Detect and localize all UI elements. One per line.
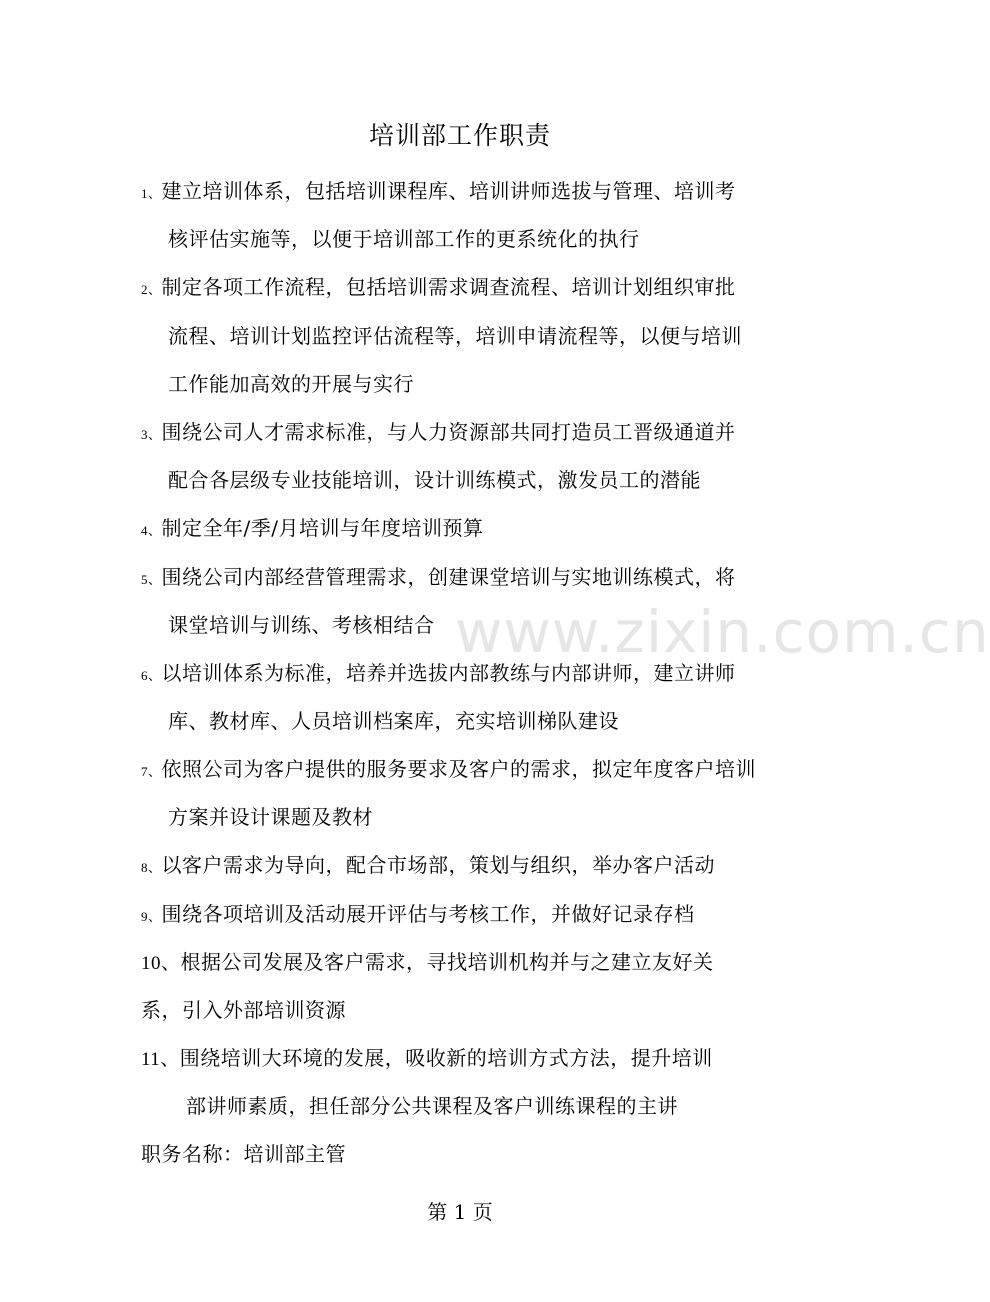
item-number: 1、 [141, 186, 162, 201]
item-text: 以客户需求为导向，配合市场部，策划与组织，举办客户活动 [161, 853, 716, 877]
list-item-11 [141, 1042, 713, 1071]
list-item-10 [141, 946, 714, 975]
item-continuation: 课堂培训与训练、考核相结合 [168, 613, 435, 637]
item-continuation: 配合各层级专业技能培训，设计训练模式，激发员工的潜能 [168, 468, 701, 492]
item-number: 2、 [141, 282, 162, 297]
page-title: 培训部工作职责 [368, 121, 551, 150]
item-text: 围绕各项培训及活动展开评估与考核工作，并做好记录存档 [161, 902, 695, 926]
item-number: 7、 [141, 764, 162, 779]
list-item-4 [141, 512, 484, 541]
item-text: 建立培训体系，包括培训课程库、培训讲师选拔与管理、培训考 [161, 179, 736, 203]
item-continuation: 核评估实施等，以便于培训部工作的更系统化的执行 [168, 227, 640, 251]
item-continuation: 库、教材库、人员培训档案库，充实培训梯队建设 [168, 709, 619, 733]
item-number: 6、 [141, 668, 162, 683]
item-continuation: 流程、培训计划监控评估流程等，培训申请流程等，以便与培训 [168, 324, 742, 348]
page-number: 第 1 页 [427, 1200, 493, 1224]
list-item-3 [141, 416, 736, 445]
item-text: 以培训体系为标准，培养并选拔内部教练与内部讲师，建立讲师 [161, 661, 736, 685]
item-continuation: 工作能加高效的开展与实行 [168, 372, 414, 396]
item-text: 制定全年/季/月培训与年度培训预算 [161, 516, 484, 540]
item-text: 制定各项工作流程，包括培训需求调查流程、培训计划组织审批 [161, 275, 736, 299]
item-continuation: 系，引入外部培训资源 [141, 998, 346, 1022]
item-continuation: 方案并设计课题及教材 [168, 805, 373, 829]
item-text: 依照公司为客户提供的服务要求及客户的需求，拟定年度客户培训 [161, 757, 757, 781]
item-text: 围绕公司内部经营管理需求，创建课堂培训与实地训练模式，将 [161, 565, 736, 589]
item-number: 3、 [141, 427, 162, 442]
list-item-9 [141, 898, 695, 927]
item-text: 围绕公司人才需求标准，与人力资源部共同打造员工晋级通道并 [161, 420, 736, 444]
item-number: 9、 [141, 909, 162, 924]
list-item-1 [141, 175, 736, 204]
item-continuation: 部讲师素质，担任部分公共课程及客户训练课程的主讲 [186, 1094, 678, 1118]
item-number: 5、 [141, 572, 162, 587]
list-item-2 [141, 271, 736, 300]
item-number: 8、 [141, 860, 162, 875]
item-number: 10、 [141, 953, 181, 974]
list-item-8 [141, 849, 715, 878]
list-item-7 [141, 753, 756, 782]
list-item-5 [141, 561, 736, 590]
position-label: 职务名称：培训部主管 [141, 1142, 346, 1166]
watermark: www.zixin.com.cn [455, 598, 990, 666]
item-text: 根据公司发展及客户需求，寻找培训机构并与之建立友好关 [180, 950, 714, 974]
item-text: 围绕培训大环境的发展，吸收新的培训方式方法，提升培训 [179, 1046, 713, 1070]
list-item-6 [141, 657, 736, 686]
item-number: 4、 [141, 523, 162, 538]
item-number: 11、 [141, 1049, 180, 1070]
